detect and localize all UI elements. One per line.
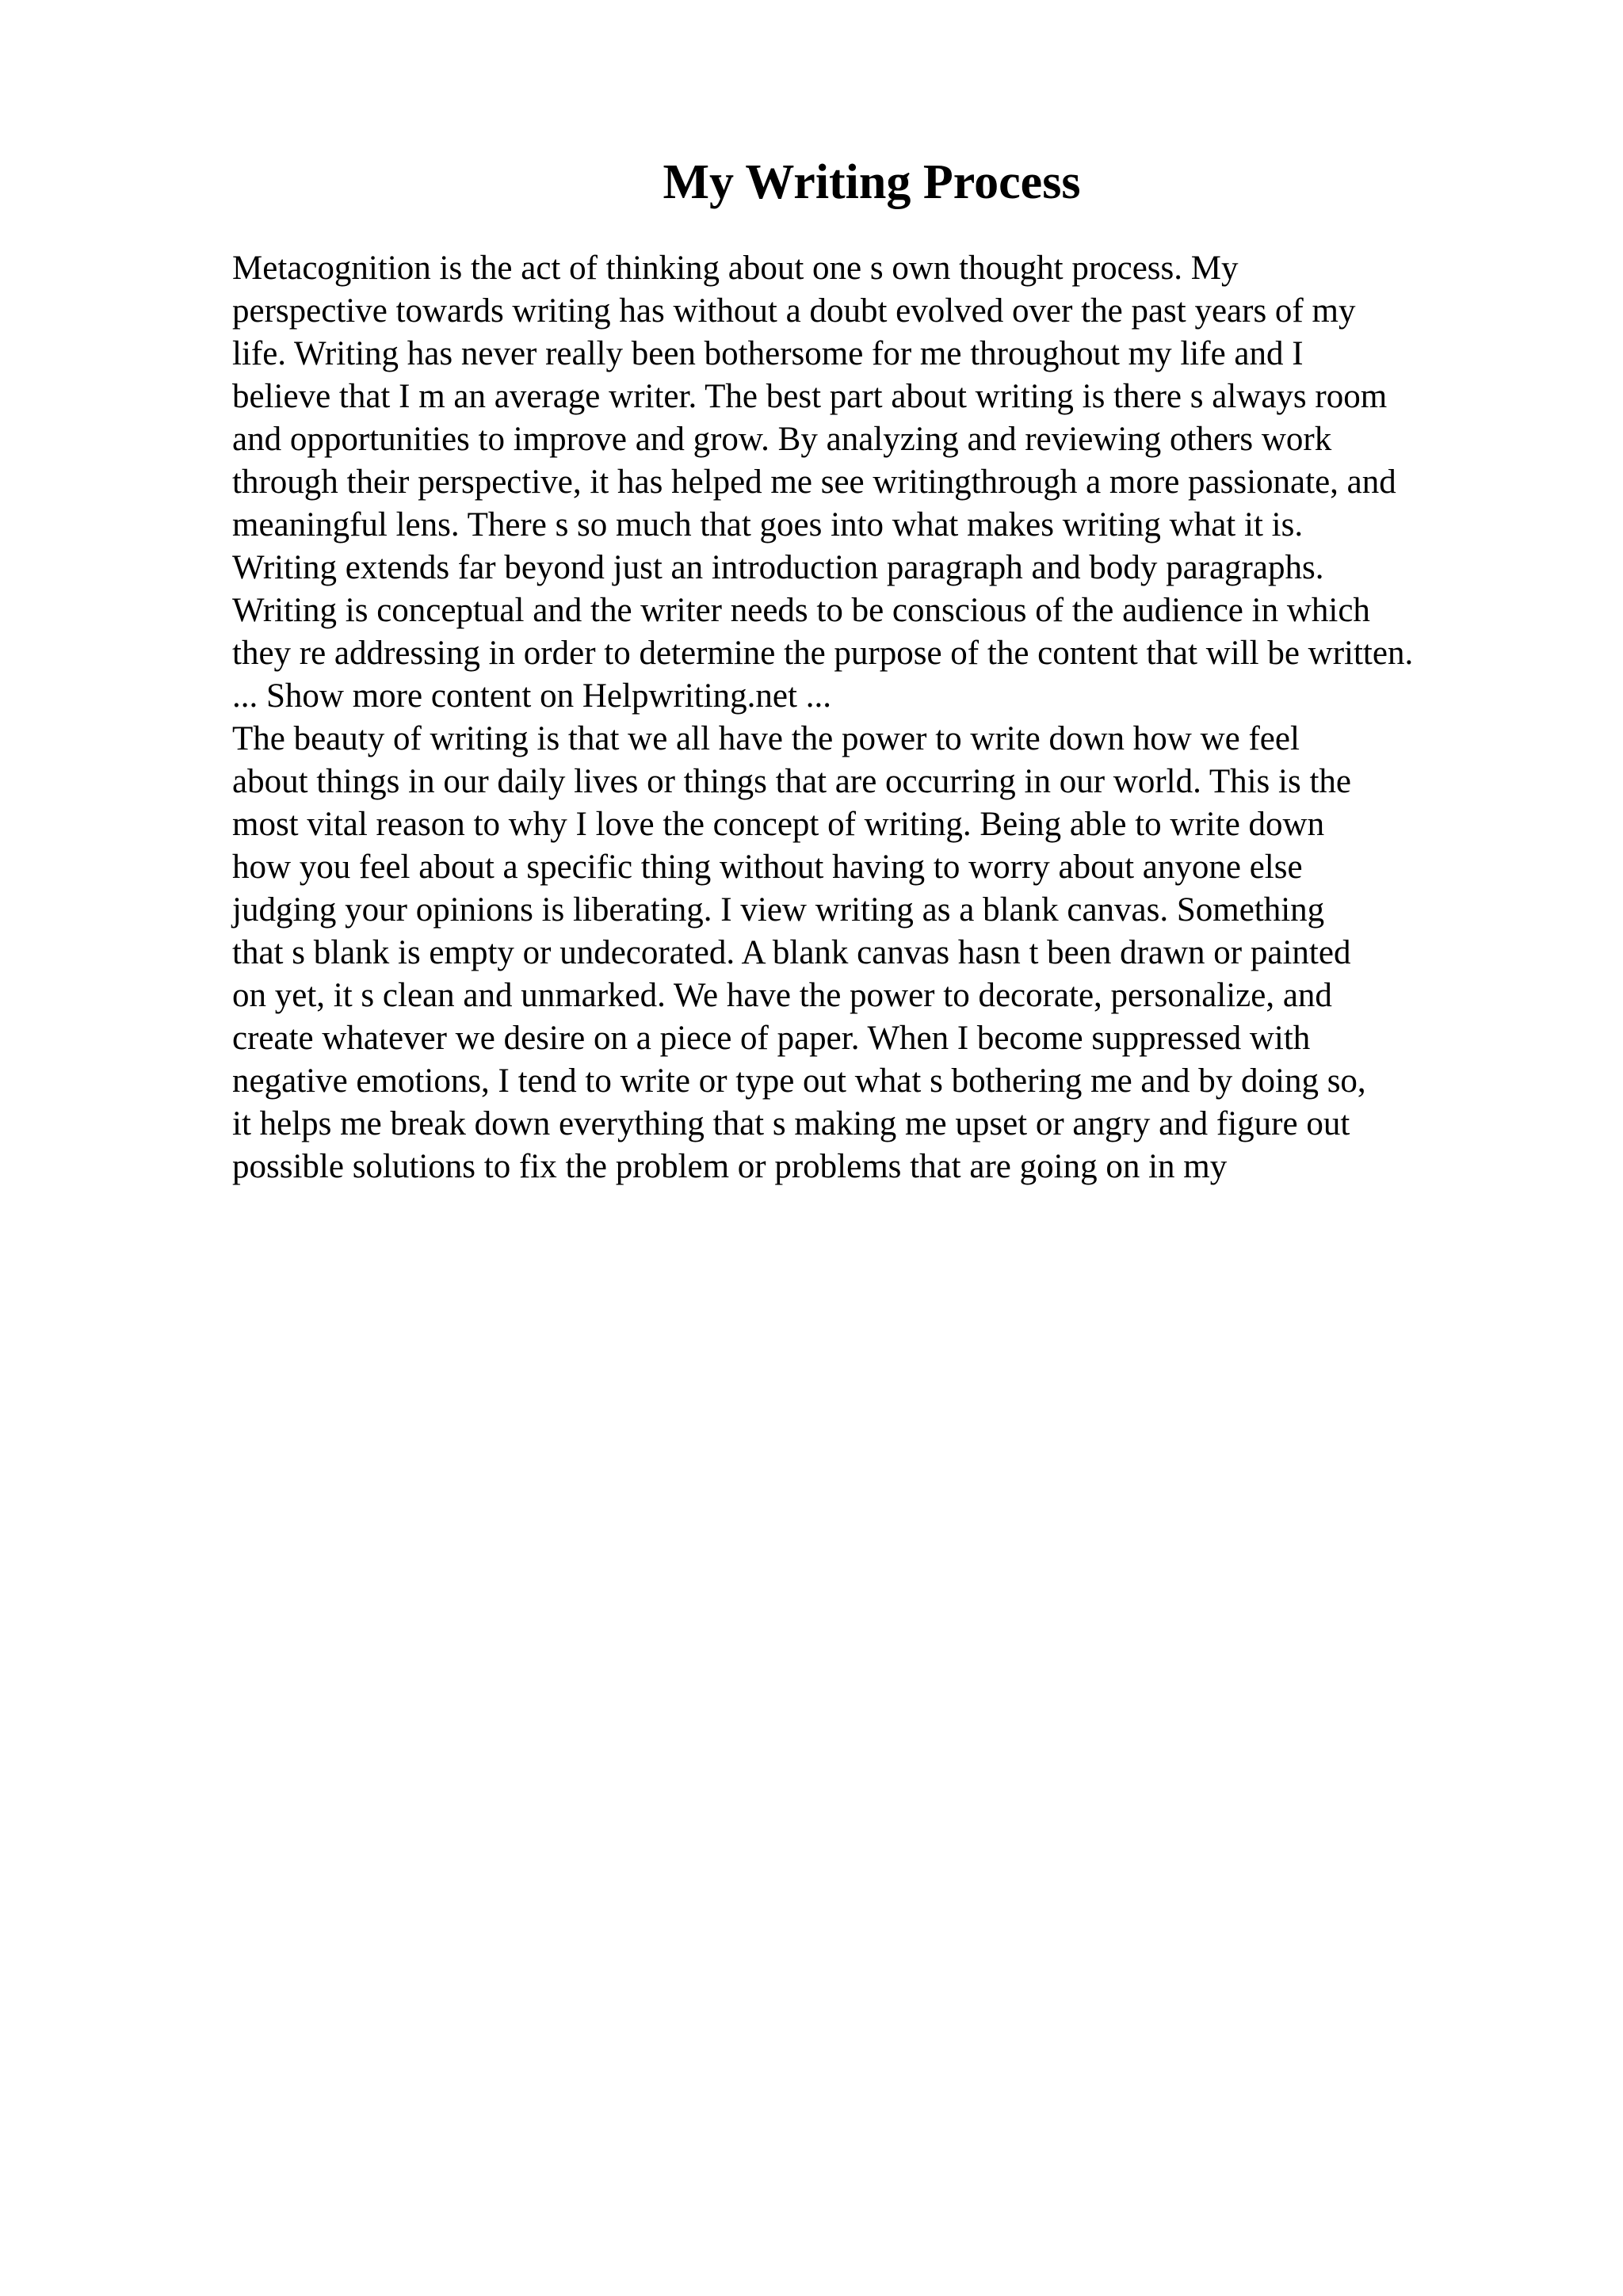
body-line: Writing is conceptual and the writer needs to be conscious of the audience in which (232, 592, 1370, 629)
body-line: how you feel about a specific thing without having to worry about anyone else (232, 849, 1303, 886)
body-line: and opportunities to improve and grow. By analyzing and reviewing others work (232, 421, 1332, 458)
document-body (232, 247, 1595, 1188)
body-line: they re addressing in order to determine the purpose of the content that will be written. (232, 635, 1414, 672)
body-line: create whatever we desire on a piece of paper. When I become suppressed with (232, 1020, 1311, 1057)
body-line: about things in our daily lives or things that are occurring in our world. This is the (232, 763, 1352, 800)
body-line: perspective towards writing has without a doubt evolved over the past years of my (232, 292, 1356, 330)
body-line: most vital reason to why I love the concept of writing. Being able to write down (232, 806, 1325, 843)
body-line: negative emotions, I tend to write or type out what s bothering me and by doing so, (232, 1062, 1366, 1100)
body-line: it helps me break down everything that s making me upset or angry and figure out (232, 1105, 1350, 1142)
body-line: on yet, it s clean and unmarked. We have the power to decorate, personalize, and (232, 977, 1332, 1014)
body-line: that s blank is empty or undecorated. A blank canvas hasn t been drawn or painted (232, 934, 1351, 971)
body-line: Metacognition is the act of thinking about one s own thought process. My (232, 250, 1239, 287)
body-line: The beauty of writing is that we all have the power to write down how we feel (232, 720, 1300, 757)
body-line: believe that I m an average writer. The best part about writing is there s always room (232, 378, 1388, 415)
document-title: My Writing Process (663, 155, 1081, 209)
body-line: meaningful lens. There s so much that goes into what makes writing what it is. (232, 506, 1304, 543)
body-line: Writing extends far beyond just an introduction paragraph and body paragraphs. (232, 549, 1324, 586)
body-line: judging your opinions is liberating. I view writing as a blank canvas. Something (232, 891, 1325, 929)
body-line: life. Writing has never really been bothersome for me throughout my life and I (232, 335, 1304, 372)
show-more-content-link[interactable]: ... Show more content on Helpwriting.net ... (232, 677, 831, 715)
body-line: through their perspective, it has helped me see writingthrough a more passionate, and (232, 463, 1396, 501)
body-line: possible solutions to fix the problem or problems that are going on in my (232, 1148, 1228, 1185)
